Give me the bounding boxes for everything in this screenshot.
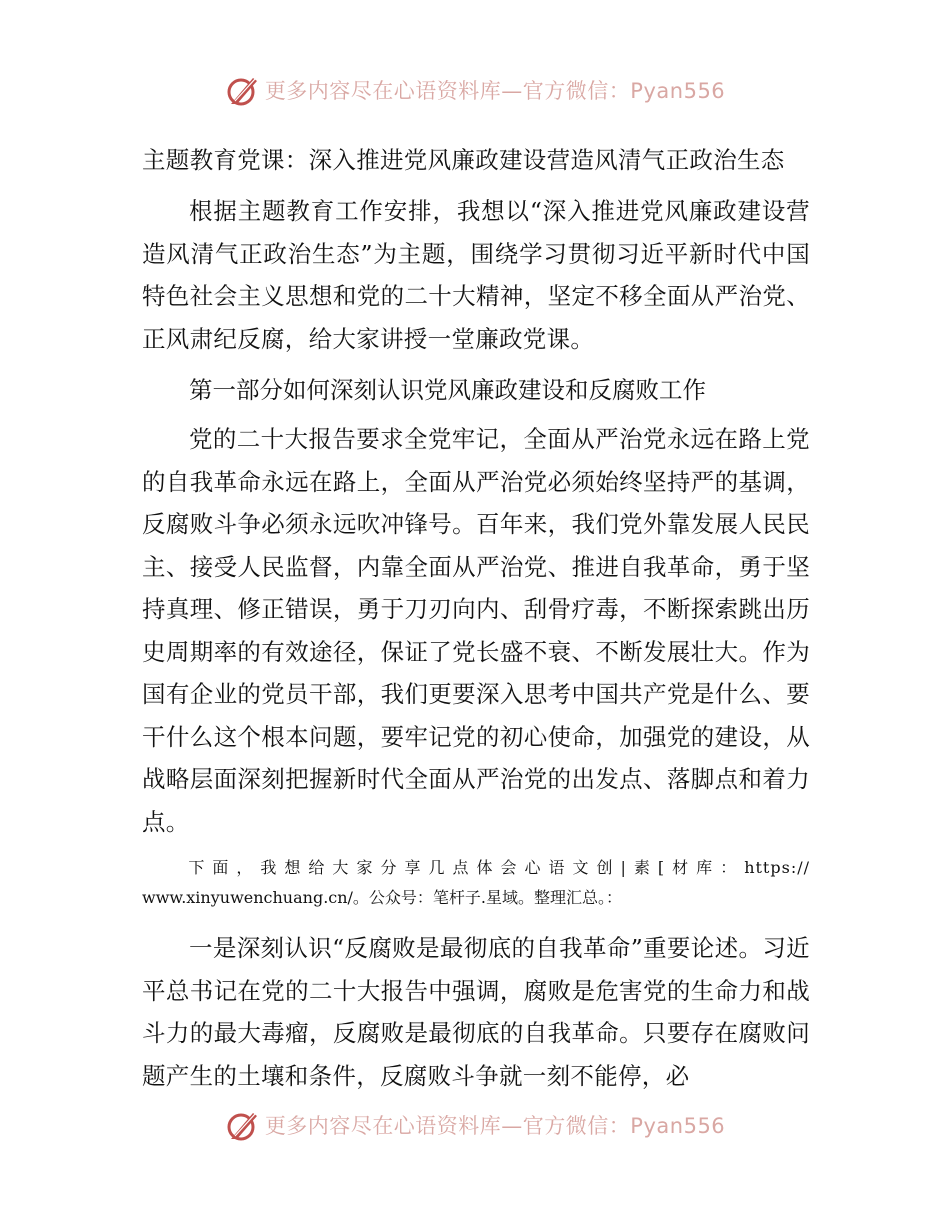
watermark-text: 更多内容尽在心语资料库—官方微信：Pyan556 (264, 1114, 726, 1138)
intro-paragraph: 根据主题教育工作安排，我想以“深入推进党风廉政建设营造风清气正政治生态”为主题，围绕学习贯彻习近平新时代中国特色社会主义思想和党的二十大精神，坚定不移全面从严治党、正风肃纪反腐，给大家讲授一堂廉政党课。 (142, 197, 810, 353)
source-note-line: www.xinyuwenchuang.cn/。公众号：笔杆子.星域。整理汇总。： (142, 888, 623, 907)
body-paragraph: 一是深刻认识“反腐败是最彻底的自我革命”重要论述。习近平总书记在党的二十大报告中强调，腐败是危害党的生命力和战斗力的最大毒瘤，反腐败是最彻底的自我革命。只要存在腐败问题产生的土壤和条件，反腐败斗争就一刻不能停，必 (142, 934, 810, 1090)
header-watermark (0, 70, 950, 110)
document-body (142, 140, 810, 1107)
section-heading: 第一部分如何深刻认识党风廉政建设和反腐败工作 (189, 376, 706, 404)
source-note-line: 下面，我想给大家分享几点体会心语文创|素[材库：https:// (188, 858, 810, 877)
body-paragraph: 党的二十大报告要求全党牢记，全面从严治党永远在路上党的自我革命永远在路上，全面从严治党必须始终坚持严的基调，反腐败斗争必须永远吹冲锋号。百年来，我们党外靠发展人民民主、接受人民监督，内靠全面从严治党、推进自我革命，勇于坚持真理、修正错误，勇于刀刃向内、刮骨疗毒，不断探索跳出历史周期率的有效途径，保证了党长盛不衰、不断发展壮大。作为国有企业的党员干部，我们更要深入思考中国共产党是什么、要干什么这个根本问题，要牢记党的初心使命，加强党的建设，从战略层面深刻把握新时代全面从严治党的出发点、落脚点和着力点。 (142, 425, 810, 836)
quill-pen-logo-icon (225, 1107, 261, 1143)
document-title: 主题教育党课：深入推进党风廉政建设营造风清气正政治生态 (142, 146, 785, 174)
footer-watermark (0, 1105, 950, 1145)
source-note (142, 853, 810, 913)
watermark-text: 更多内容尽在心语资料库—官方微信：Pyan556 (264, 79, 726, 103)
quill-pen-logo-icon (225, 72, 261, 108)
